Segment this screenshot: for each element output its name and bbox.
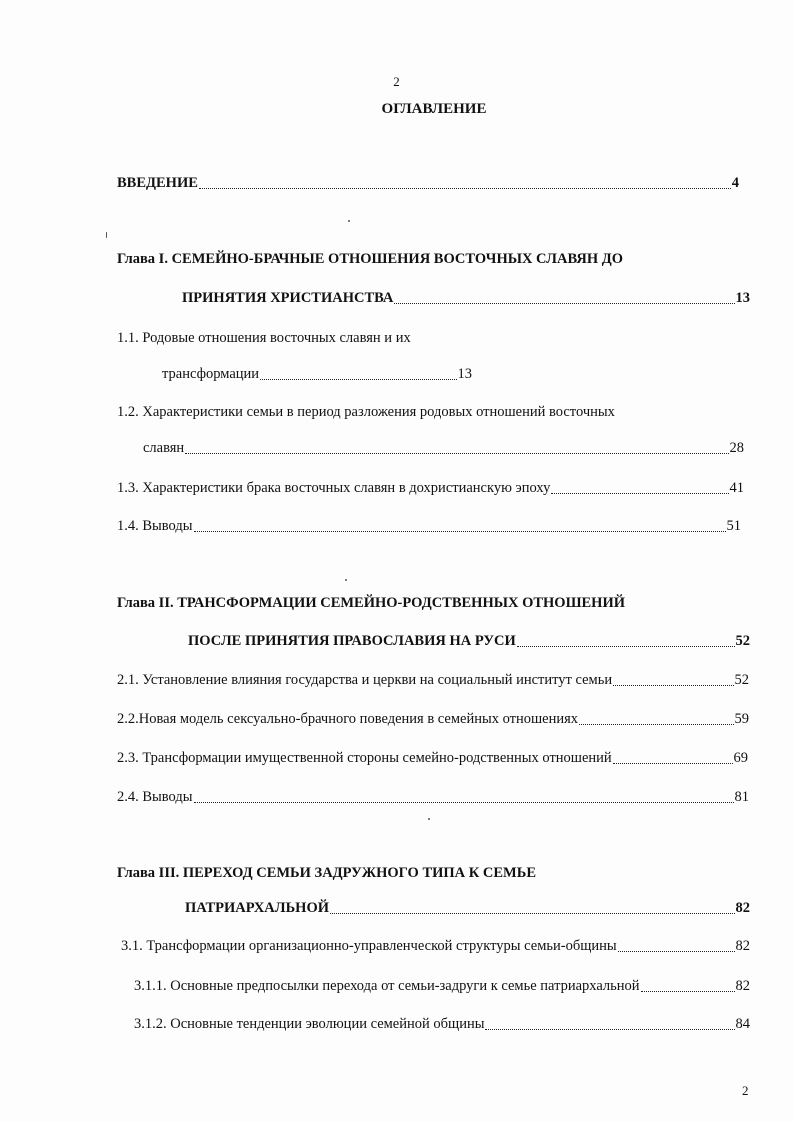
toc-entry-chapter-2[interactable] — [188, 633, 750, 650]
toc-entry-3-1-2[interactable] — [134, 1016, 750, 1033]
toc-label: 1.3. Характеристики брака восточных славян в дохристианскую эпоху — [117, 480, 551, 496]
toc-page-number: 52 — [735, 633, 750, 649]
dot-leader — [260, 379, 456, 380]
dot-leader — [194, 802, 734, 803]
toc-entry-2-1[interactable] — [117, 672, 749, 689]
toc-entry-3-1[interactable] — [121, 938, 750, 955]
toc-page-number: 82 — [735, 978, 750, 994]
toc-entry-2-4[interactable] — [117, 789, 749, 806]
toc-entry-chapter-1[interactable] — [182, 290, 750, 307]
page-title: ОГЛАВЛЕНИЕ — [381, 101, 487, 117]
toc-entry-chapter-3[interactable] — [185, 900, 750, 917]
scan-speck — [428, 818, 430, 820]
toc-page-number: 82 — [735, 900, 750, 916]
dot-leader — [394, 303, 734, 304]
dot-leader — [517, 646, 735, 647]
toc-page-number: 82 — [735, 938, 750, 954]
toc-page-number: 28 — [729, 440, 744, 456]
toc-label: 2.4. Выводы — [117, 789, 193, 805]
chapter-2-heading[interactable]: Глава II. ТРАНСФОРМАЦИИ СЕМЕЙНО-РОДСТВЕННЫХ ОТНОШЕНИЙ — [117, 595, 626, 611]
toc-entry-1-1[interactable] — [162, 366, 472, 383]
dot-leader — [613, 685, 733, 686]
toc-page-number: 69 — [733, 750, 748, 766]
toc-entry-1-3[interactable] — [117, 480, 744, 497]
toc-label: славян — [143, 440, 185, 456]
toc-label: трансформации — [162, 366, 260, 382]
toc-page-number: 84 — [735, 1016, 750, 1032]
toc-entry-intro[interactable] — [117, 175, 739, 192]
toc-label: ПРИНЯТИЯ ХРИСТИАНСТВА — [182, 290, 394, 306]
scan-speck — [345, 579, 347, 581]
toc-label: 3.1.1. Основные предпосылки перехода от семьи-задруги к семье патриархальной — [134, 978, 640, 994]
toc-label: ПАТРИАРХАЛЬНОЙ — [185, 900, 330, 916]
toc-entry-3-1-1[interactable] — [134, 978, 750, 995]
dot-leader — [613, 763, 733, 764]
scan-speck — [106, 232, 107, 238]
toc-entry-2-3[interactable] — [117, 750, 748, 767]
toc-label: 2.3. Трансформации имущественной стороны семейно-родственных отношений — [117, 750, 612, 766]
toc-page-number: 81 — [734, 789, 749, 805]
dot-leader — [641, 991, 735, 992]
dot-leader — [194, 531, 726, 532]
page-number-top: 2 — [393, 74, 400, 89]
toc-page-number: 41 — [729, 480, 744, 496]
toc-page-number: 59 — [734, 711, 749, 727]
toc-label: 3.1. Трансформации организационно-управленческой структуры семьи-общины — [121, 938, 617, 954]
toc-entry-1-2-line1[interactable]: 1.2. Характеристики семьи в период разложения родовых отношений восточных — [117, 404, 615, 420]
dot-leader — [551, 493, 728, 494]
toc-label: 3.1.2. Основные тенденции эволюции семейной общины — [134, 1016, 485, 1032]
dot-leader — [330, 913, 734, 914]
chapter-3-heading[interactable]: Глава III. ПЕРЕХОД СЕМЬИ ЗАДРУЖНОГО ТИПА К СЕМЬЕ — [117, 865, 536, 881]
page-number-bottom: 2 — [742, 1083, 749, 1098]
toc-label: ВВЕДЕНИЕ — [117, 175, 198, 191]
toc-entry-1-1-line1[interactable]: 1.1. Родовые отношения восточных славян и их — [117, 330, 411, 346]
toc-label: ПОСЛЕ ПРИНЯТИЯ ПРАВОСЛАВИЯ НА РУСИ — [188, 633, 516, 649]
toc-label: 2.2.Новая модель сексуально-брачного поведения в семейных отношениях — [117, 711, 579, 727]
scan-speck — [348, 220, 350, 222]
toc-entry-1-4[interactable] — [117, 518, 741, 535]
toc-entry-2-2[interactable] — [117, 711, 749, 728]
toc-page-number: 13 — [457, 366, 472, 382]
toc-label: 2.1. Установление влияния государства и церкви на социальный институт семьи — [117, 672, 613, 688]
toc-page-number: 4 — [731, 175, 739, 191]
dot-leader — [199, 188, 731, 189]
chapter-1-heading[interactable]: Глава I. СЕМЕЙНО-БРАЧНЫЕ ОТНОШЕНИЯ ВОСТОЧНЫХ СЛАВЯН ДО — [117, 251, 624, 267]
dot-leader — [579, 724, 733, 725]
toc-page-number: 13 — [735, 290, 750, 306]
toc-page-number: 52 — [734, 672, 749, 688]
toc-label: 1.4. Выводы — [117, 518, 193, 534]
dot-leader — [185, 453, 728, 454]
toc-entry-1-2[interactable] — [143, 440, 744, 457]
dot-leader — [485, 1029, 734, 1030]
toc-page-number: 51 — [726, 518, 741, 534]
dot-leader — [618, 951, 735, 952]
